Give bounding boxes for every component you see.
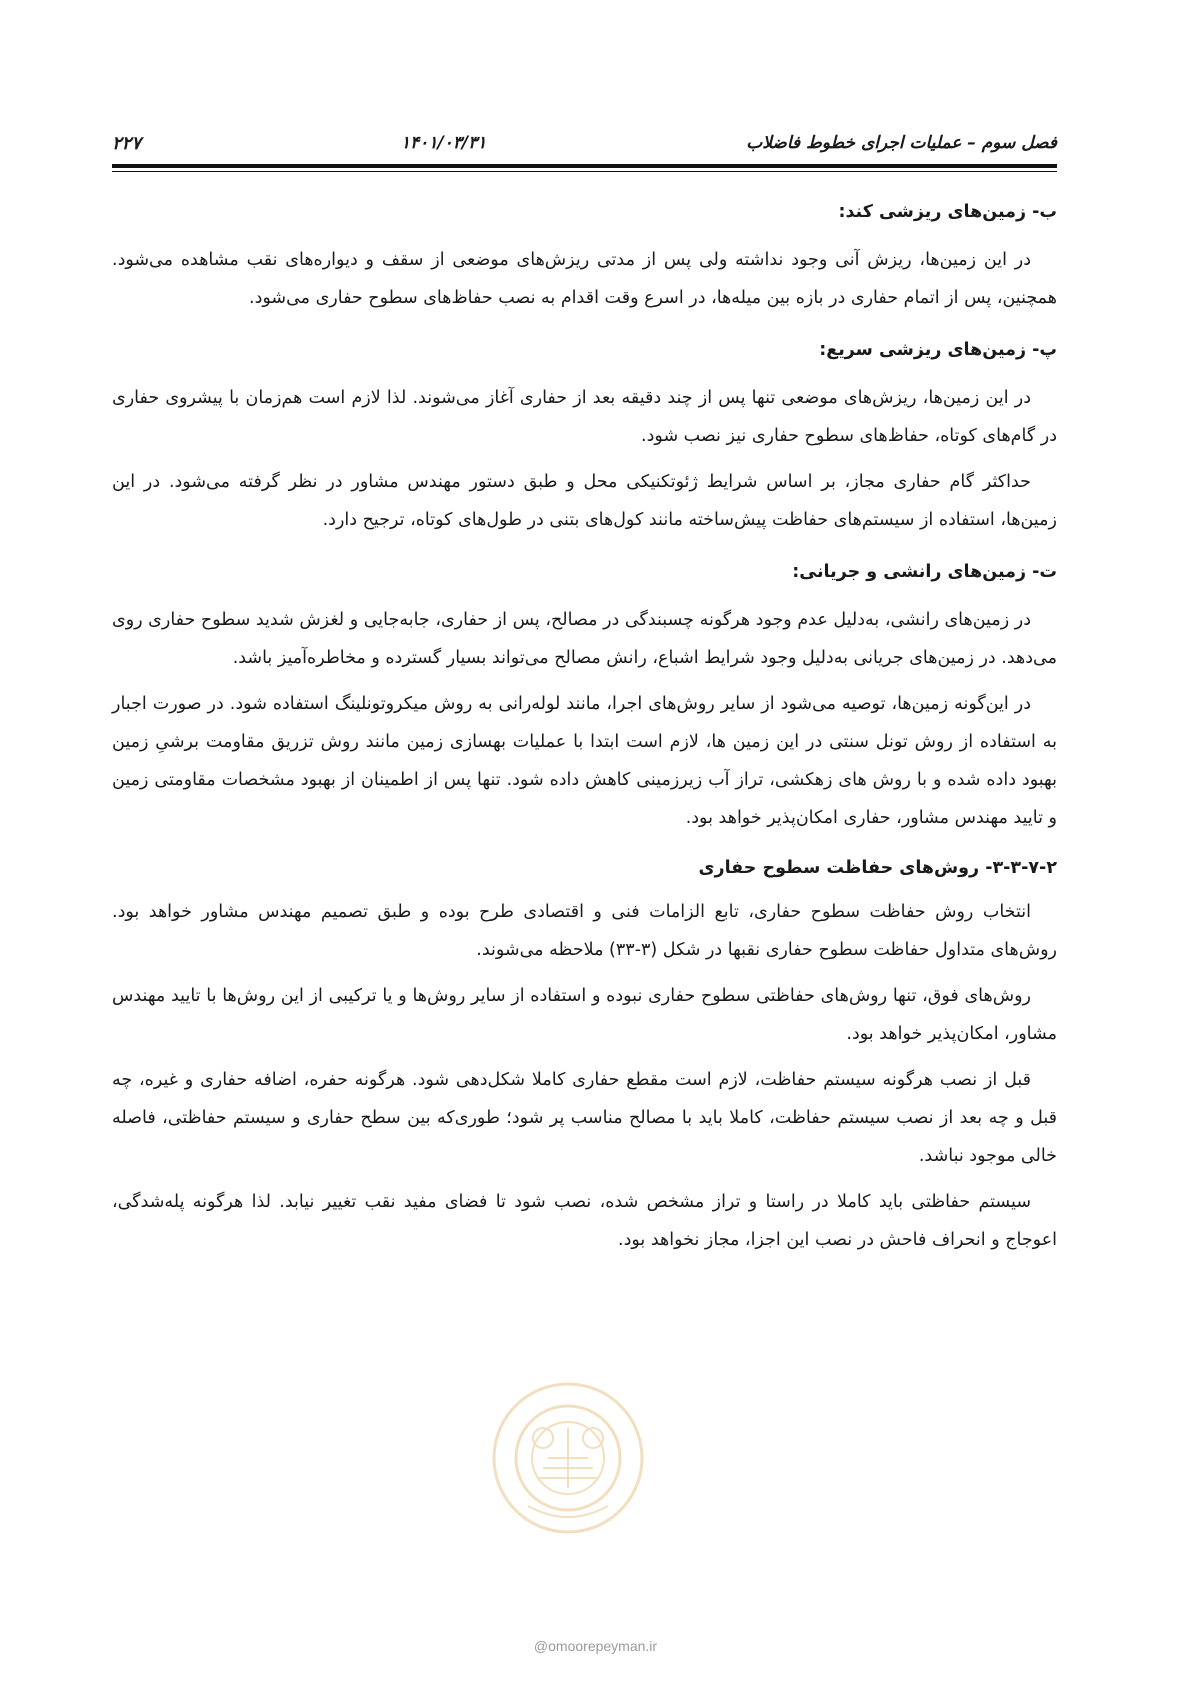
body-content (112, 187, 1057, 1267)
page-header (112, 128, 1057, 158)
paragraph: حداکثر گام حفاری مجاز، بر اساس شرایط ژئوتکنیکی محل و طبق دستور مهندس مشاور در نظر گرفته می‌شود. در این زمین‌ها، استفاده از سیستم‌های حفاظت پیش‌ساخته مانند کول‌های بتنی در طول‌های کوتاه، ترجیح دارد. (112, 472, 1057, 530)
section-heading: ۳-۳-۷-۲- روش‌های حفاظت سطوح حفاری (698, 858, 1057, 878)
paragraph: در این‌گونه زمین‌ها، توصیه می‌شود از سایر روش‌های اجرا، مانند لوله‌رانی به روش میکروتونلینگ استفاده شود. در صورت اجبار به استفاده از روش تونل سنتی در این زمین ها، لازم است ابتدا با عملیات بهسازی زمین مانند روش تزریق مقاومت برشیِ زمین بهبود داده شده و با روش های زهکشی، تراز آب زیرزمینی کاهش داده شود. تنها پس از اطمینان از بهبود مشخصات مقاومتی زمین و تایید مهندس مشاور، حفاری امکان‌پذیر خواهد بود. (112, 694, 1057, 828)
paragraph: سیستم حفاظتی باید کاملا در راستا و تراز مشخص شده، نصب شود تا فضای مفید نقب تغییر نیابد. لذا هرگونه پله‌شدگی، اعوجاج و انحراف فاحش در نصب این اجزا، مجاز نخواهد بود. (112, 1192, 1057, 1250)
paragraph: در زمین‌های رانشی، به‌دلیل عدم وجود هرگونه چسبندگی در مصالح، پس از حفاری، جابه‌جایی و لغزش شدید سطوح حفاری روی می‌دهد. در زمین‌های جریانی به‌دلیل وجود شرایط اشباع، رانش مصالح می‌تواند بسیار گسترده و مخاطره‌آمیز باشد. (112, 610, 1057, 668)
paragraph: روش‌های فوق، تنها روش‌های حفاظتی سطوح حفاری نبوده و استفاده از سایر روش‌ها و یا ترکیبی از این روش‌ها با تایید مهندس مشاور، امکان‌پذیر خواهد بود. (112, 986, 1057, 1044)
section-heading: ب- زمین‌های ریزشی کند: (838, 202, 1057, 222)
header-date: ۱۴۰۱/۰۳/۳۱ (400, 133, 487, 153)
watermark-seal-icon (488, 1378, 648, 1538)
paragraph: انتخاب روش حفاظت سطوح حفاری، تابع الزامات فنی و اقتصادی طرح بوده و طبق تصمیم مهندس مشاور خواهد بود. روش‌های متداول حفاظت سطوح حفاری نقبها در شکل (۳-۳۳) ملاحظه می‌شوند. (112, 902, 1057, 960)
page-number: ۲۲۷ (112, 132, 142, 154)
watermark-site-text: @omoorepeyman.ir (533, 1638, 658, 1654)
section-heading: پ- زمین‌های ریزشی سریع: (819, 340, 1057, 360)
paragraph: در این زمین‌ها، ریزش‌های موضعی تنها پس از چند دقیقه بعد از حفاری آغاز می‌شوند. لذا لازم است هم‌زمان با پیشروی حفاری در گام‌های کوتاه، حفاظ‌های سطوح حفاری نیز نصب شود. (112, 388, 1057, 446)
header-rule-thick (112, 164, 1057, 168)
section-heading: ت- زمین‌های رانشی و جریانی: (792, 562, 1057, 582)
paragraph: در این زمین‌ها، ریزش آنی وجود نداشته ولی پس از مدتی ریزش‌های موضعی از سقف و دیواره‌های نقب مشاهده می‌شود. همچنین، پس از اتمام حفاری در بازه بین میله‌ها، در اسرع وقت اقدام به نصب حفاظ‌های سطوح حفاری می‌شود. (112, 250, 1057, 308)
chapter-title: فصل سوم – عملیات اجرای خطوط فاضلاب (746, 133, 1057, 153)
header-rule-thin (112, 171, 1057, 172)
paragraph: قبل از نصب هرگونه سیستم حفاظت، لازم است مقطع حفاری کاملا شکل‌دهی شود. هرگونه حفره، اضافه حفاری و غیره، چه قبل و چه بعد از نصب سیستم حفاظت، کاملا باید با مصالح مناسب پر شود؛ طوری‌که بین سطح حفاری و سیستم حفاظتی، فاصله خالی موجود نباشد. (112, 1070, 1057, 1166)
